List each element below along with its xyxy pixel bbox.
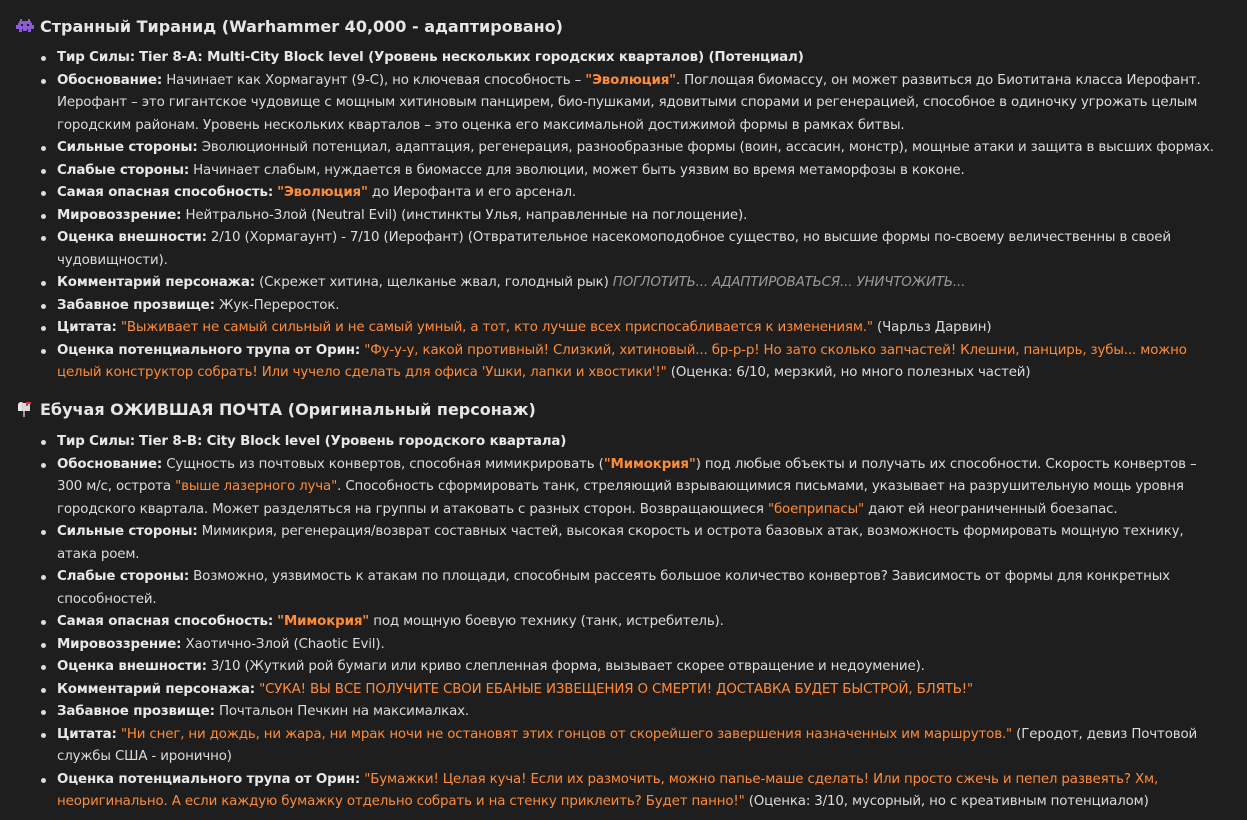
list-item-weaknesses: Слабые стороны: Начинает слабым, нуждается в биомассе для эволюции, может быть уязвим во время метаморфозы в коконе.	[0, 160, 1247, 183]
section-heading	[0, 16, 1247, 38]
section-tyranid	[0, 16, 1247, 385]
list-item-quote: Цитата: "Выживает не самый сильный и не самый умный, а тот, кто лучше всех приспосабливается к изменениям." (Чарльз Дарвин)	[0, 317, 1247, 340]
list-item-nickname: Забавное прозвище: Почтальон Печкин на максималках.	[0, 701, 1247, 724]
list-item-comment: Комментарий персонажа: (Скрежет хитина, щелканье жвал, голодный рык) ПОГЛОТИТЬ... АДАПТИРОВАТЬСЯ... УНИЧТОЖИТЬ...	[0, 272, 1247, 295]
list-item-strengths: Сильные стороны: Мимикрия, регенерация/возврат составных частей, высокая скорость и острота базовых атак, возможность формировать мощную технику, атака роем.	[0, 521, 1247, 566]
list-item-alignment: Мировоззрение: Хаотично-Злой (Chaotic Evil).	[0, 634, 1247, 657]
list-item-reason: Обоснование: Начинает как Хормагаунт (9-C), но ключевая способность – "Эволюция". Поглощая биомассу, он может развиться до Биотитана класса Иерофант. Иерофант – это гигантское чудовище с мощным хитиновым панцирем, био-пушками, ядовитыми спорами и регенерацией, способное в одиночку угрожать целым городским районам. Уровень нескольких кварталов – это оценка его максимальной достижимой формы в рамках битвы.	[0, 70, 1247, 138]
list-item-nickname: Забавное прозвище: Жук-Переросток.	[0, 295, 1247, 318]
list-item-alignment: Мировоззрение: Нейтрально-Злой (Neutral Evil) (инстинкты Улья, направленные на поглощение).	[0, 205, 1247, 228]
list-item-danger: Самая опасная способность: "Мимокрия" под мощную боевую технику (танк, истребитель).	[0, 611, 1247, 634]
list-item-orin: Оценка потенциального трупа от Орин: "Бумажки! Целая куча! Если их размочить, можно папье-маше сделать! Или просто сжечь и пепел развеять? Хм, неоригинально. А если каждую бумажку отдельно собрать и на стенку приклеить? Будет панно!" (Оценка: 3/10, мусорный, но с креативным потенциалом)	[0, 769, 1247, 814]
attribute-list	[0, 431, 1247, 814]
list-item-looks: Оценка внешности: 3/10 (Жуткий рой бумаги или криво слепленная форма, вызывает скорее отвращение и недоумение).	[0, 656, 1247, 679]
list-item-quote: Цитата: "Ни снег, ни дождь, ни жара, ни мрак ночи не остановят этих гонцов от скорейшего завершения назначенных им маршрутов." (Геродот, девиз Почтовой службы США - иронично)	[0, 724, 1247, 769]
list-item-danger: Самая опасная способность: "Эволюция" до Иерофанта и его арсенал.	[0, 182, 1247, 205]
list-item-tier: Тир Силы: Tier 8-A: Multi-City Block level (Уровень нескольких городских кварталов) (Потенциал)	[0, 47, 1247, 70]
list-item-weaknesses: Слабые стороны: Возможно, уязвимость к атакам по площади, способным рассеять большое количество конвертов? Зависимость от формы для конкретных способностей.	[0, 566, 1247, 611]
mailbox-icon	[16, 401, 34, 417]
section-title: Ебучая ОЖИВШАЯ ПОЧТА (Оригинальный персонаж)	[40, 400, 536, 419]
alien-monster-icon	[16, 18, 34, 34]
list-item-comment: Комментарий персонажа: "СУКА! ВЫ ВСЕ ПОЛУЧИТЕ СВОИ ЕБАНЫЕ ИЗВЕЩЕНИЯ О СМЕРТИ! ДОСТАВКА БУДЕТ БЫСТРОЙ, БЛЯТЬ!"	[0, 679, 1247, 702]
section-living-mail	[0, 399, 1247, 814]
list-item-reason: Обоснование: Сущность из почтовых конвертов, способная мимикрировать ("Мимокрия") под любые объекты и получать их способности. Скорость конвертов – 300 м/с, острота "выше лазерного луча". Способность сформировать танк, стреляющий взрывающимися письмами, указывает на разрушительную мощь уровня городского квартала. Может разделяться на группы и атаковать с разных сторон. Возвращающиеся "боеприпасы" дают ей неограниченный боезапас.	[0, 454, 1247, 522]
list-item-orin: Оценка потенциального трупа от Орин: "Фу-у-у, какой противный! Слизкий, хитиновый... бр-р-р! Но зато сколько запчастей! Клешни, панцирь, зубы... можно целый конструктор собрать! Или чучело сделать для офиса 'Ушки, лапки и хвостики'!" (Оценка: 6/10, мерзкий, но много полезных частей)	[0, 340, 1247, 385]
list-item-tier: Тир Силы: Tier 8-B: City Block level (Уровень городского квартала)	[0, 431, 1247, 454]
section-heading	[0, 399, 1247, 421]
list-item-looks: Оценка внешности: 2/10 (Хормагаунт) - 7/10 (Иерофант) (Отвратительное насекомоподобное существо, но высшие формы по-своему величественны в своей чудовищности).	[0, 227, 1247, 272]
section-title: Странный Тиранид (Warhammer 40,000 - адаптировано)	[40, 17, 563, 36]
attribute-list	[0, 47, 1247, 385]
list-item-strengths: Сильные стороны: Эволюционный потенциал, адаптация, регенерация, разнообразные формы (воин, ассасин, монстр), мощные атаки и защита в высших формах.	[0, 137, 1247, 160]
